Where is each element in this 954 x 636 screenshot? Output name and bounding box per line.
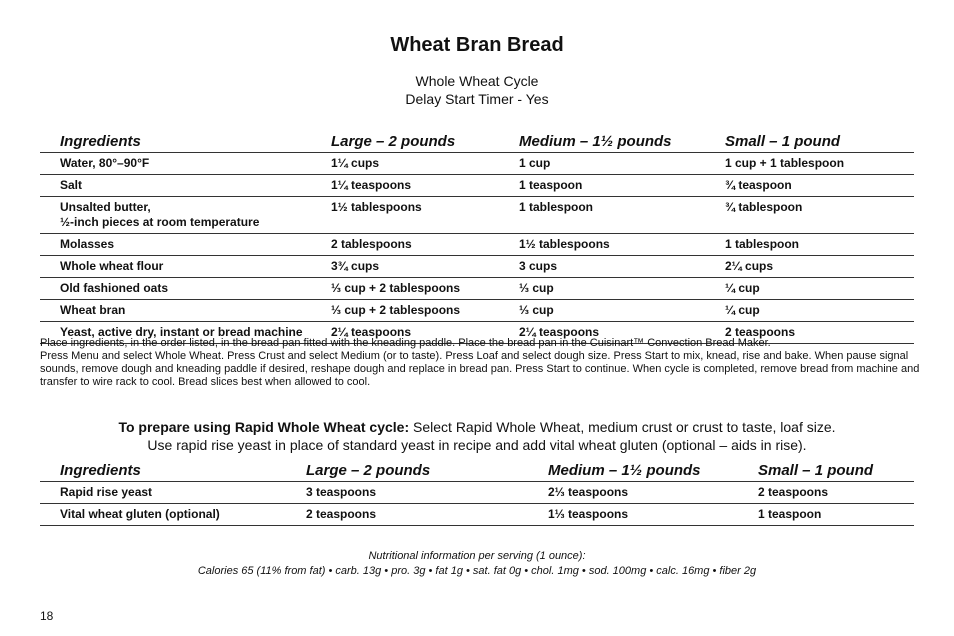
table-cell: 1¼ cups (331, 153, 519, 175)
rapid-ingredients-table (40, 457, 914, 526)
table-cell: 1¼ teaspoons (331, 175, 519, 197)
header-large: Large – 2 pounds (306, 457, 548, 482)
ingredients-table (40, 128, 914, 344)
rapid-cycle-note (40, 418, 914, 454)
instruction-paragraph: Place ingredients, in the order listed, in the bread pan fitted with the kneading paddle. Place the bread pan in the Cuisinart™ Convection Bread Maker. (40, 337, 771, 349)
table-header-row (40, 128, 914, 153)
table-row (40, 234, 914, 256)
instructions (40, 337, 920, 389)
table-cell: 3 cups (519, 256, 725, 278)
table-cell: 1 teaspoon (519, 175, 725, 197)
header-medium: Medium – 1½ pounds (548, 457, 758, 482)
table-cell: ¾ teaspoon (725, 175, 914, 197)
table-cell: Rapid rise yeast (40, 482, 306, 504)
table-cell: 1 tablespoon (519, 197, 725, 234)
table-cell: 3 teaspoons (306, 482, 548, 504)
table-row (40, 197, 914, 234)
table-cell: 1½ tablespoons (519, 234, 725, 256)
table-cell: 2⅓ teaspoons (548, 482, 758, 504)
table-cell: ¾ tablespoon (725, 197, 914, 234)
table-cell: 2 tablespoons (331, 234, 519, 256)
table-cell: Unsalted butter, ½-inch pieces at room temperature (40, 197, 331, 234)
table-cell: 2¼ cups (725, 256, 914, 278)
nutrition-info (0, 549, 954, 579)
table-header-row (40, 457, 914, 482)
table-cell: 1 tablespoon (725, 234, 914, 256)
timer-subtitle: Delay Start Timer - Yes (405, 91, 549, 107)
header-small: Small – 1 pound (758, 457, 914, 482)
table-row (40, 278, 914, 300)
header-medium: Medium – 1½ pounds (519, 128, 725, 153)
table-cell: 2¼ teaspoons (519, 322, 725, 344)
table-row (40, 175, 914, 197)
recipe-title: Wheat Bran Bread (390, 34, 564, 56)
rapid-text: Select Rapid Whole Wheat, medium crust or crust to taste, loaf size. (409, 419, 836, 435)
header-ingredients: Ingredients (40, 457, 306, 482)
page-number: 18 (40, 609, 54, 623)
rapid-line2: Use rapid rise yeast in place of standard yeast in recipe and add vital wheat gluten (optional – aids in rise). (147, 437, 807, 453)
table-cell: 2 teaspoons (758, 482, 914, 504)
table-row (40, 482, 914, 504)
table-cell: ⅓ cup (519, 300, 725, 322)
table-cell: Molasses (40, 234, 331, 256)
cycle-subtitle: Whole Wheat Cycle (415, 73, 539, 89)
table-cell: Wheat bran (40, 300, 331, 322)
table-cell: Water, 80°–90°F (40, 153, 331, 175)
nutrition-values: Calories 65 (11% from fat) • carb. 13g • pro. 3g • fat 1g • sat. fat 0g • chol. 1mg • sod. 100mg • calc. 16mg • fiber 2g (197, 565, 757, 577)
rapid-lead: To prepare using Rapid Whole Wheat cycle: (118, 419, 410, 435)
nutrition-heading: Nutritional information per serving (1 ounce): (368, 550, 586, 562)
table-row (40, 153, 914, 175)
table-cell: 2 teaspoons (306, 504, 548, 526)
table-cell: 2¼ teaspoons (331, 322, 519, 344)
header-large: Large – 2 pounds (331, 128, 519, 153)
table-cell: 2 teaspoons (725, 322, 914, 344)
instruction-paragraph: Press Menu and select Whole Wheat. Press Crust and select Medium (or to taste). Press Loaf and select dough size. Press Start to mix, knead, rise and bake. When pause signal sounds, remove dough and kneading paddle if desired, reshape dough and replace in bread pan. Press Start to continue. When cycle is completed, remove bread from machine and transfer to wire rack to cool. Bread slices best when allowed to cool. (40, 350, 920, 388)
table-cell: Salt (40, 175, 331, 197)
table-cell: 1 teaspoon (758, 504, 914, 526)
table-cell: Whole wheat flour (40, 256, 331, 278)
header-ingredients: Ingredients (40, 128, 331, 153)
table-cell: ¼ cup (725, 278, 914, 300)
header-small: Small – 1 pound (725, 128, 914, 153)
table-cell: 1½ tablespoons (331, 197, 519, 234)
table-row (40, 256, 914, 278)
table-cell: 3¾ cups (331, 256, 519, 278)
table-cell: ⅓ cup + 2 tablespoons (331, 278, 519, 300)
table-cell: ¼ cup (725, 300, 914, 322)
table-cell: 1 cup (519, 153, 725, 175)
table-row (40, 300, 914, 322)
table-cell: Old fashioned oats (40, 278, 331, 300)
table-cell: 1 cup + 1 tablespoon (725, 153, 914, 175)
table-cell: Vital wheat gluten (optional) (40, 504, 306, 526)
table-cell: ⅓ cup + 2 tablespoons (331, 300, 519, 322)
table-row (40, 504, 914, 526)
table-cell: 1⅓ teaspoons (548, 504, 758, 526)
table-cell: ⅓ cup (519, 278, 725, 300)
table-cell: Yeast, active dry, instant or bread machine (40, 322, 331, 344)
